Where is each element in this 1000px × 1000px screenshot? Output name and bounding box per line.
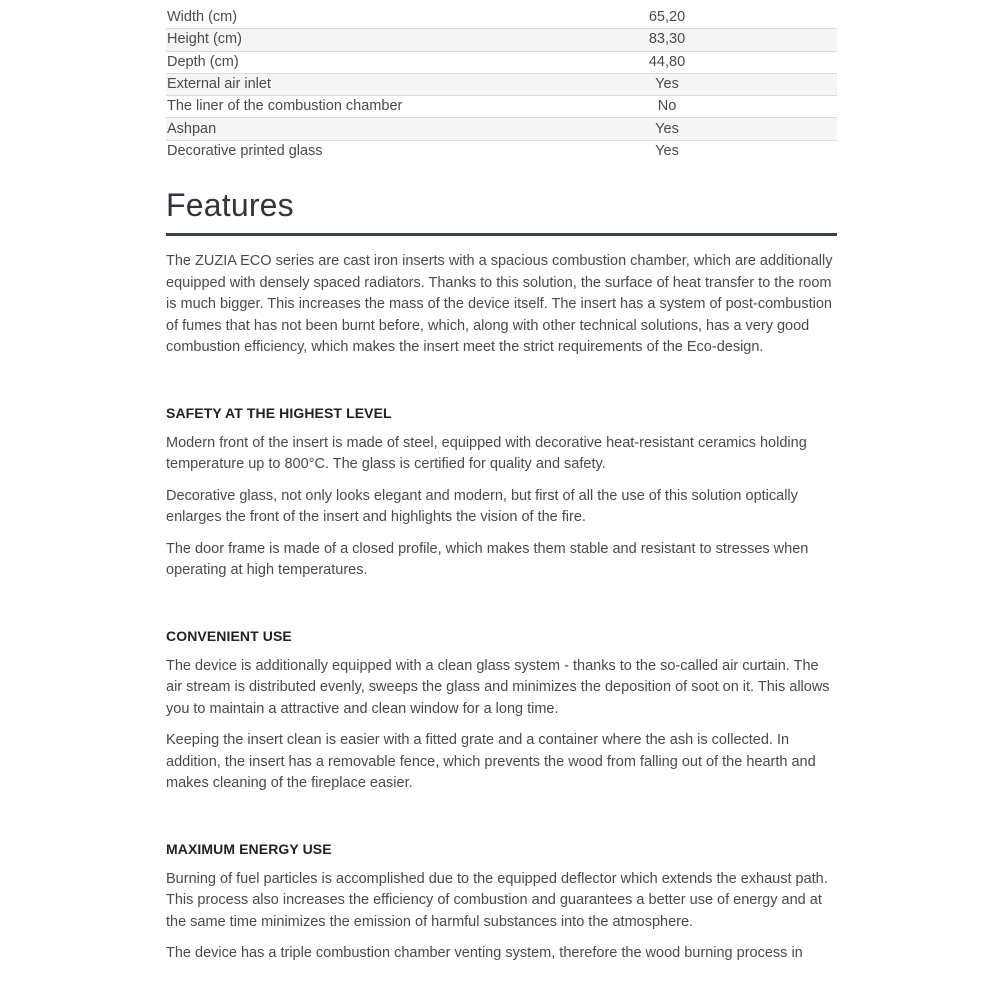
specifications-table bbox=[166, 7, 837, 162]
spec-label: Ashpan bbox=[166, 118, 497, 140]
title-divider bbox=[166, 233, 837, 236]
section-paragraph: The device has a triple combustion chamber venting system, therefore the wood burning process in bbox=[166, 945, 803, 962]
spec-row bbox=[166, 73, 837, 95]
spec-row bbox=[166, 7, 837, 29]
product-content bbox=[166, 7, 837, 965]
section-paragraph: Keeping the insert clean is easier with a fitted grate and a container where the ash is collected. In addition, the insert has a removable fence, which prevents the wood from falling out of the hearth and makes cleaning of the fireplace easier. bbox=[166, 732, 816, 792]
section-heading: SAFETY AT THE HIGHEST LEVEL bbox=[166, 404, 392, 421]
spec-label: External air inlet bbox=[166, 73, 497, 95]
section-paragraph: Burning of fuel particles is accomplished due to the equipped deflector which extends the exhaust path. This process also increases the efficiency of combustion and guarantees a better use of energy and at the same time minimizes the emission of harmful substances into the atmosphere. bbox=[166, 870, 828, 930]
section-heading: MAXIMUM ENERGY USE bbox=[166, 840, 332, 857]
section-paragraph: Decorative glass, not only looks elegant and modern, but first of all the use of this solution optically enlarges the front of the insert and highlights the vision of the fire. bbox=[166, 487, 798, 526]
features-title: Features bbox=[166, 187, 294, 224]
spec-value: 44,80 bbox=[497, 51, 837, 73]
spec-value: 65,20 bbox=[497, 7, 837, 29]
section-energy-use bbox=[166, 839, 837, 965]
spec-value: 83,30 bbox=[497, 29, 837, 51]
section-paragraph: The device is additionally equipped with a clean glass system - thanks to the so-called air curtain. The air stream is distributed evenly, sweeps the glass and minimizes the deposition of soot on it. This allows you to maintain a attractive and clean window for a long time. bbox=[166, 657, 830, 717]
section-convenient-use bbox=[166, 626, 837, 795]
spec-label: Decorative printed glass bbox=[167, 142, 323, 159]
spec-value: Yes bbox=[655, 142, 679, 159]
spec-row bbox=[166, 118, 837, 140]
spec-row bbox=[166, 96, 837, 118]
section-paragraph: The door frame is made of a closed profile, which makes them stable and resistant to stresses when operating at high temperatures. bbox=[166, 540, 809, 579]
spec-label: Depth (cm) bbox=[166, 51, 497, 73]
section-paragraph: Modern front of the insert is made of steel, equipped with decorative heat-resistant ceramics holding temperature up to 800°C. The glass is certified for quality and safety. bbox=[166, 434, 807, 473]
spec-value: Yes bbox=[497, 73, 837, 95]
spec-row bbox=[166, 51, 837, 73]
spec-row bbox=[166, 140, 837, 162]
spec-label: The liner of the combustion chamber bbox=[166, 96, 497, 118]
features-intro: The ZUZIA ECO series are cast iron inserts with a spacious combustion chamber, which are additionally equipped with densely spaced radiators. Thanks to this solution, the surface of heat transfer to the room is much bigger. This increases the mass of the device itself. The insert has a system of post-combustion of fumes that has not been burnt before, which, along with other technical solutions, has a very good combustion efficiency, which makes the insert meet the strict requirements of the Eco-design. bbox=[166, 253, 833, 356]
spec-label: Height (cm) bbox=[166, 29, 497, 51]
spec-value: No bbox=[497, 96, 837, 118]
section-heading: CONVENIENT USE bbox=[166, 627, 292, 644]
spec-label: Width (cm) bbox=[166, 7, 497, 29]
spec-row bbox=[166, 29, 837, 51]
spec-value: Yes bbox=[497, 118, 837, 140]
section-safety bbox=[166, 403, 837, 582]
